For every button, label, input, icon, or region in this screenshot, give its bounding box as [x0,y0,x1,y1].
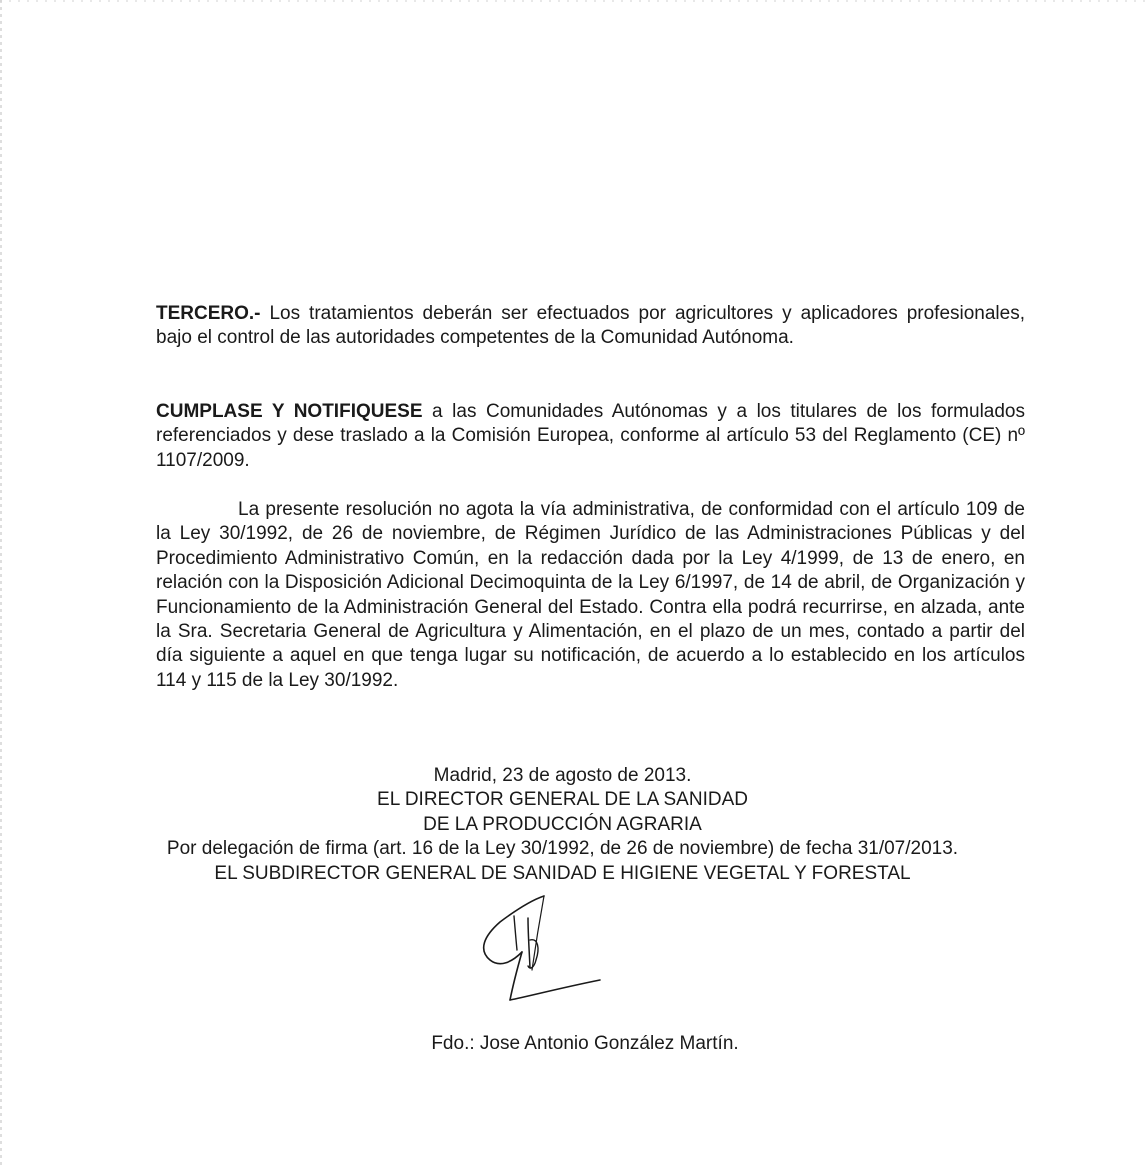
scan-edge-top [0,0,1146,2]
handwritten-signature [470,888,620,1008]
place-date: Madrid, 23 de agosto de 2013. [433,765,692,786]
heading-cumplase: CUMPLASE Y NOTIFIQUESE [156,401,423,422]
text-cumplase: a las Comunidades Autónomas y a los titulares de los formulados referenciados y dese traslado a la Comisión Europea, conforme al artículo 53 del Reglamento (CE) nº 1107/2009. [156,401,1025,471]
signature-block [100,764,1025,886]
scan-edge-left [0,0,2,1167]
signer-title-line1: EL DIRECTOR GENERAL DE LA SANIDAD [377,789,748,811]
heading-tercero: TERCERO.- [156,303,261,324]
paragraph-resolucion: La presente resolución no agota la vía administrativa, de conformidad con el artículo 109 de la Ley 30/1992, de 26 de noviembre, de Régimen Jurídico de las Administraciones Públicas y del Procedimiento Administrativo Común, en la redacción dada por la Ley 4/1999, de 13 de enero, en relación con la Disposición Adicional Decimoquinta de la Ley 6/1997, de 14 de abril, de Organización y Funcionamiento de la Administración General del Estado. Contra ella podrá recurrirse, en alzada, ante la Sra. Secretaria General de Agricultura y Alimentación, en el plazo de un mes, contado a partir del día siguiente a aquel en que tenga lugar su notificación, de acuerdo a lo establecido en los artículos 114 y 115 de la Ley 30/1992. [156,499,1025,691]
paragraph-tercero [156,302,1025,351]
delegation-note: Por delegación de firma (art. 16 de la Ley 30/1992, de 26 de noviembre) de fecha 31/07/2013. [166,838,959,860]
subdirector-title: EL SUBDIRECTOR GENERAL DE SANIDAD E HIGIENE VEGETAL Y FORESTAL [214,862,911,884]
paragraph-cumplase [156,400,1025,473]
signed-by: Fdo.: Jose Antonio González Martín. [431,1033,739,1054]
signer-title-line2: DE LA PRODUCCIÓN AGRARIA [423,813,702,835]
text-tercero: Los tratamientos deberán ser efectuados por agricultores y aplicadores profesionales, bajo el control de las autoridades competentes de la Comunidad Autónoma. [156,303,1025,349]
